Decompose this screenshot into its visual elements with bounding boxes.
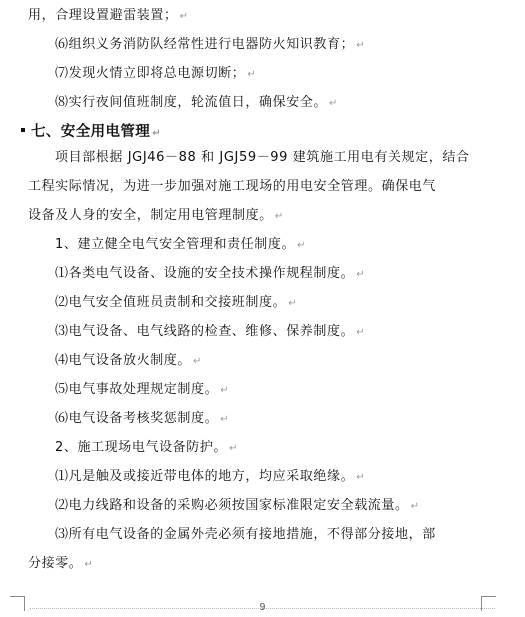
paragraph-mark-icon: ↵: [229, 443, 239, 454]
text-line: ⑷电气设备放火制度。 ↵: [55, 353, 202, 368]
paragraph-mark-icon: ↵: [247, 69, 257, 80]
text-line: 2、施工现场电气设备防护。 ↵: [55, 440, 239, 455]
paragraph-mark-icon: ↵: [179, 11, 189, 22]
paragraph-mark-icon: ↵: [356, 327, 366, 338]
text-line: 用，合理设置避雷装置； ↵: [28, 8, 189, 23]
text-line: ⑵电力线路和设备的采购必须按国家标准限定安全载流量。 ↵: [55, 498, 420, 513]
paragraph-mark-icon: ↵: [220, 414, 230, 425]
paragraph-mark-icon: ↵: [356, 269, 366, 280]
text-line: ⑹组织义务消防队经常性进行电器防火知识教育； ↵: [55, 37, 366, 52]
text-line: ⑹电气设备考核奖惩制度。 ↵: [55, 411, 230, 426]
section-heading: 七、安全用电管理 ↵: [21, 122, 161, 144]
text-line: 工程实际情况，为进一步加强对施工现场的用电安全管理。确保电气: [28, 179, 437, 194]
paragraph-mark-icon: ↵: [356, 472, 366, 483]
text-line: 1、建立健全电气安全管理和责任制度。 ↵: [55, 237, 307, 252]
text-line: 设备及人身的安全，制定用电管理制度。 ↵: [28, 208, 284, 223]
paragraph-mark-icon: ↵: [410, 501, 420, 512]
bullet-icon: [21, 128, 25, 132]
paragraph-mark-icon: ↵: [152, 128, 161, 139]
page-number: 9: [259, 602, 266, 613]
paragraph-mark-icon: ↵: [297, 240, 307, 251]
text-line: ⑸电气事故处理规定制度。 ↵: [55, 382, 230, 397]
paragraph-mark-icon: ↵: [288, 298, 298, 309]
text-line: ⑴各类电气设备、设施的安全技术操作规程制度。 ↵: [55, 266, 366, 281]
paragraph-mark-icon: ↵: [84, 559, 94, 570]
text-line: ⑶所有电气设备的金属外壳必须有接地措施，不得部分接地，部: [55, 527, 436, 542]
paragraph-mark-icon: ↵: [220, 385, 230, 396]
text-line: ⑴凡是触及或接近带电体的地方，均应采取绝缘。 ↵: [55, 469, 366, 484]
paragraph-mark-icon: ↵: [329, 98, 338, 109]
text-line: ⑻实行夜间值班制度，轮流值日，确保安全。 ↵: [55, 95, 338, 110]
text-line: ⑶电气设备、电气线路的检查、维修、保养制度。 ↵: [55, 324, 366, 339]
text-line: ⑵电气安全值班员责制和交接班制度。 ↵: [55, 295, 298, 310]
paragraph-mark-icon: ↵: [356, 40, 366, 51]
text-line: 分接零。 ↵: [28, 556, 94, 571]
text-line: 项目部根据 JGJ46－88 和 JGJ59－99 建筑施工用电有关规定，结合: [55, 150, 470, 165]
text-line: ⑺发现火情立即将总电源切断； ↵: [55, 66, 257, 81]
paragraph-mark-icon: ↵: [274, 211, 284, 222]
paragraph-mark-icon: ↵: [193, 356, 202, 367]
